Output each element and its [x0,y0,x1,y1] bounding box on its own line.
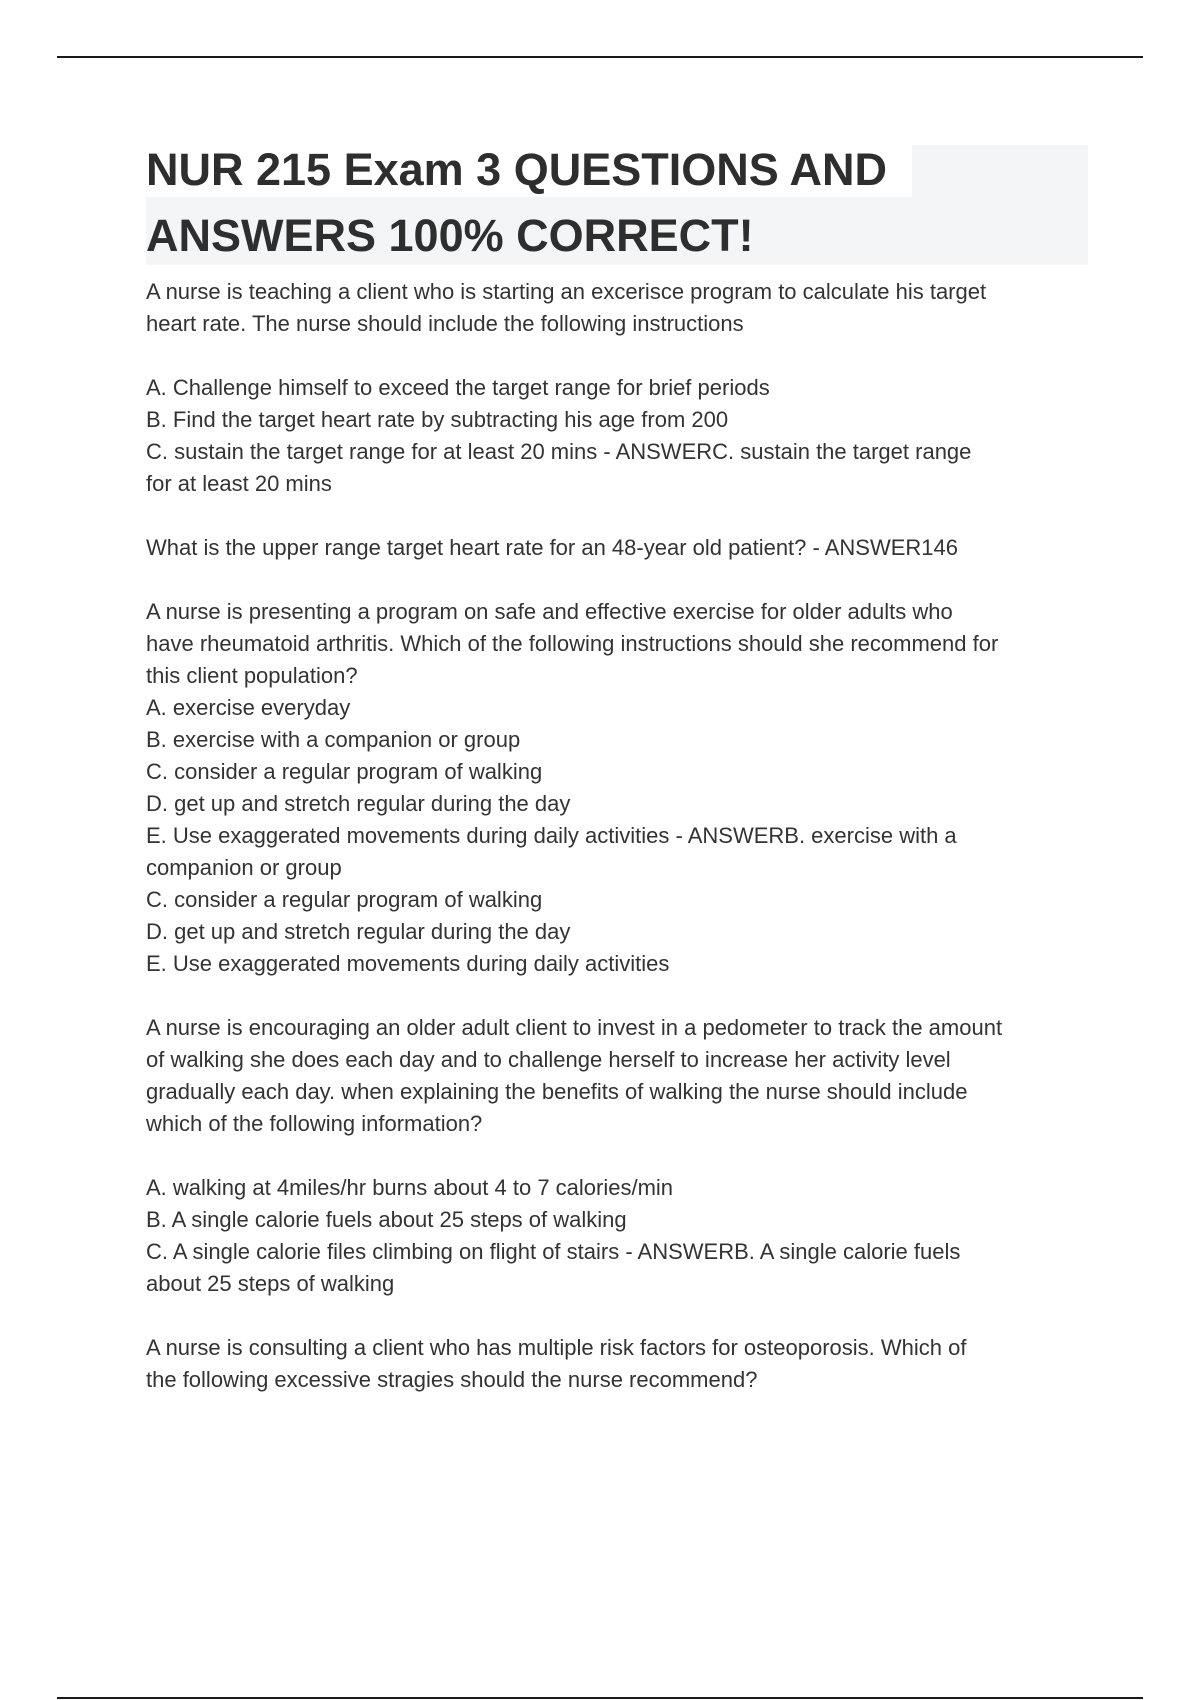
answer-option: C. consider a regular program of walking [146,759,543,784]
page-title [146,137,1066,269]
question-1 [146,276,1096,500]
question-stem-line: A nurse is encouraging an older adult client to invest in a pedometer to track the amount [146,1015,1003,1040]
question-line: A nurse is presenting a program on safe and effective exercise for older adults who [146,599,953,624]
answer-option: B. A single calorie fuels about 25 steps of walking [146,1207,627,1232]
question-4 [146,1012,1096,1300]
question-stem-line: which of the following information? [146,1111,483,1136]
answer-option: B. exercise with a companion or group [146,727,521,752]
answer-option: A. exercise everyday [146,695,351,720]
title-line: ANSWERS 100% CORRECT! [146,210,754,261]
answer-option: B. Find the target heart rate by subtracting his age from 200 [146,407,729,432]
question-stem-line: A nurse is consulting a client who has multiple risk factors for osteoporosis. Which of [146,1335,967,1360]
answer-option: A. walking at 4miles/hr burns about 4 to 7 calories/min [146,1175,674,1200]
top-rule [57,56,1143,58]
answer-option: D. get up and stretch regular during the day [146,791,571,816]
answer-option: E. Use exaggerated movements during daily activities - ANSWERB. exercise with a [146,823,957,848]
answer-option: companion or group [146,855,342,880]
bottom-rule [57,1697,1143,1699]
answer-option: for at least 20 mins [146,471,332,496]
question-2 [146,532,1096,564]
question-line: this client population? [146,663,358,688]
title-line: NUR 215 Exam 3 QUESTIONS AND [146,144,888,195]
question-5 [146,1332,1096,1396]
question-stem-line: gradually each day. when explaining the benefits of walking the nurse should include [146,1079,968,1104]
question-line: have rheumatoid arthritis. Which of the following instructions should she recommend for [146,631,999,656]
answer-option: A. Challenge himself to exceed the target range for brief periods [146,375,770,400]
question-3 [146,596,1096,980]
document-body [146,276,1096,1396]
answer-option: C. sustain the target range for at least 20 mins - ANSWERC. sustain the target range [146,439,972,464]
question-stem-line: heart rate. The nurse should include the following instructions [146,311,744,336]
answer-option: about 25 steps of walking [146,1271,395,1296]
question-stem-line: A nurse is teaching a client who is starting an excerisce program to calculate his target [146,279,987,304]
answer-option: D. get up and stretch regular during the day [146,919,571,944]
question-stem-line: What is the upper range target heart rate for an 48-year old patient? - ANSWER146 [146,535,959,560]
answer-option: E. Use exaggerated movements during daily activities [146,951,670,976]
answer-option: C. A single calorie files climbing on flight of stairs - ANSWERB. A single calorie fuels [146,1239,961,1264]
question-stem-line: of walking she does each day and to challenge herself to increase her activity level [146,1047,951,1072]
question-stem-line: the following excessive stragies should the nurse recommend? [146,1367,758,1392]
answer-option: C. consider a regular program of walking [146,887,543,912]
